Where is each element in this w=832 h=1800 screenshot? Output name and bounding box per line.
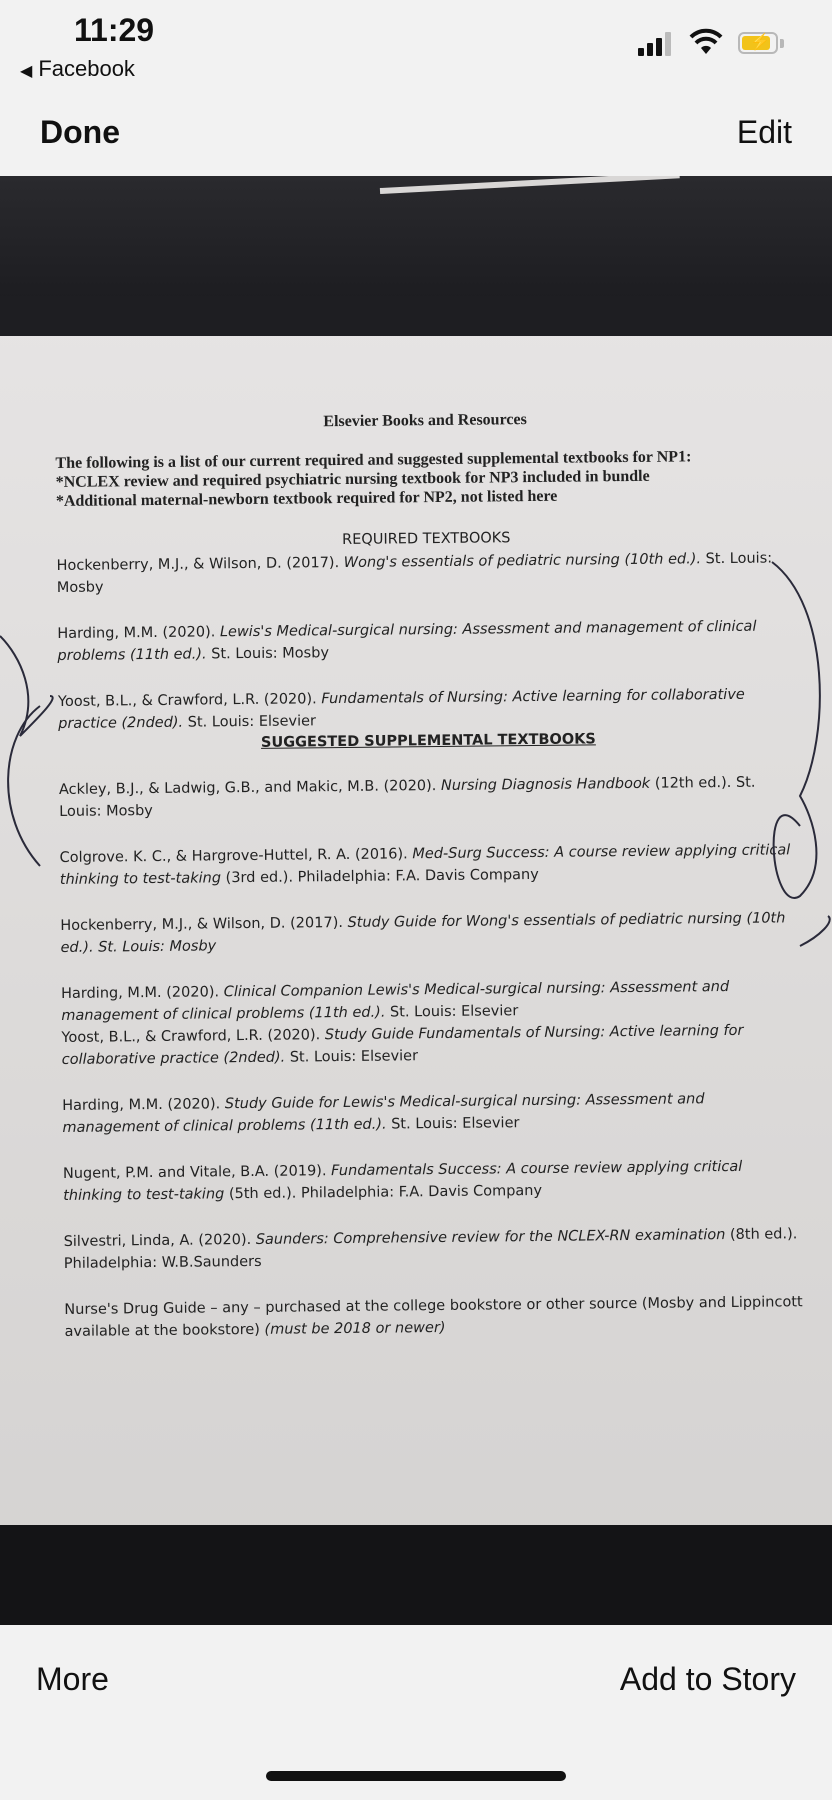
status-bar [0,0,832,88]
edit-button[interactable]: Edit [736,114,792,150]
intro-line: The following is a list of our current required and suggested supplemental textbooks for NP1: [55,448,692,472]
reference-item: Nugent, P.M. and Vitale, B.A. (2019). Fundamentals Success: A course review applying critical thinking to test-taking (5th ed.). Philadelphia: F.A. Davis Company [62,1158,743,1204]
cellular-signal-icon [638,30,676,56]
reference-item: Hockenberry, M.J., & Wilson, D. (2017). Wong's essentials of pediatric nursing (10th ed.). St. Louis: Mosby [56,550,773,596]
back-triangle-icon: ◀ [20,63,33,80]
intro-line: *NCLEX review and required psychiatric nursing textbook for NP3 included in bundle [55,467,650,491]
more-button[interactable]: More [36,1661,109,1697]
done-button[interactable]: Done [40,114,120,150]
suggested-heading: SUGGESTED SUPPLEMENTAL TEXTBOOKS [260,731,596,751]
reference-item: Nurse's Drug Guide – any – purchased at the college bookstore or other source (Mosby and Lippincott available at the bookstore) (must be 2018 or newer) [64,1294,803,1340]
reference-item: Harding, M.M. (2020). Clinical Companion Lewis's Medical-surgical nursing: Assessment and management of clinical problems (11th ed.). St. Louis: Elsevier [60,978,730,1024]
required-heading: REQUIRED TEXTBOOKS [342,530,511,548]
reference-item: Yoost, B.L., & Crawford, L.R. (2020). Study Guide Fundamentals of Nursing: Active learning for collaborative practice (2nded). St. Louis: Elsevier [61,1022,744,1068]
back-to-app-button[interactable] [20,56,135,82]
document-title: Elsevier Books and Resources [323,411,527,431]
home-indicator[interactable] [266,1771,566,1781]
back-app-label: Facebook [38,56,135,81]
reference-item: Harding, M.M. (2020). Study Guide for Lewis's Medical-surgical nursing: Assessment and management of clinical problems (11th ed.). St. Louis: Elsevier [62,1091,705,1136]
document-content [55,408,805,1367]
reference-item: Ackley, B.J., & Ladwig, G.B., and Makic, M.B. (2020). Nursing Diagnosis Handbook (12th ed.). St. Louis: Mosby [58,774,756,820]
reference-item: Yoost, B.L., & Crawford, L.R. (2020). Fundamentals of Nursing: Active learning for collaborative practice (2nded). St. Louis: Elsevier [57,686,745,732]
nav-bar [0,88,832,176]
reference-item: Hockenberry, M.J., & Wilson, D. (2017). Study Guide for Wong's essentials of pediatric nursing (10th ed.). St. Louis: Mosby [60,910,786,956]
status-time: 11:29 [74,12,155,48]
bottom-toolbar [0,1625,832,1800]
battery-icon: ⚡ [738,32,778,54]
photo-viewer[interactable] [0,176,832,1625]
reference-item: Harding, M.M. (2020). Lewis's Medical-surgical nursing: Assessment and management of clinical problems (11th ed.). St. Louis: Mosby [57,618,757,664]
wifi-icon [688,28,724,56]
add-to-story-button[interactable]: Add to Story [619,1661,796,1697]
intro-line: *Additional maternal-newborn textbook required for NP2, not listed here [55,487,558,510]
reference-item: Colgrove. K. C., & Hargrove-Huttel, R. A. (2016). Med-Surg Success: A course review applying critical thinking to test-taking (3rd ed.). Philadelphia: F.A. Davis Company [59,842,791,888]
reference-item: Silvestri, Linda, A. (2020). Saunders: Comprehensive review for the NCLEX-RN examination (8th ed.). Philadelphia: W.B.Saunders [63,1226,798,1272]
